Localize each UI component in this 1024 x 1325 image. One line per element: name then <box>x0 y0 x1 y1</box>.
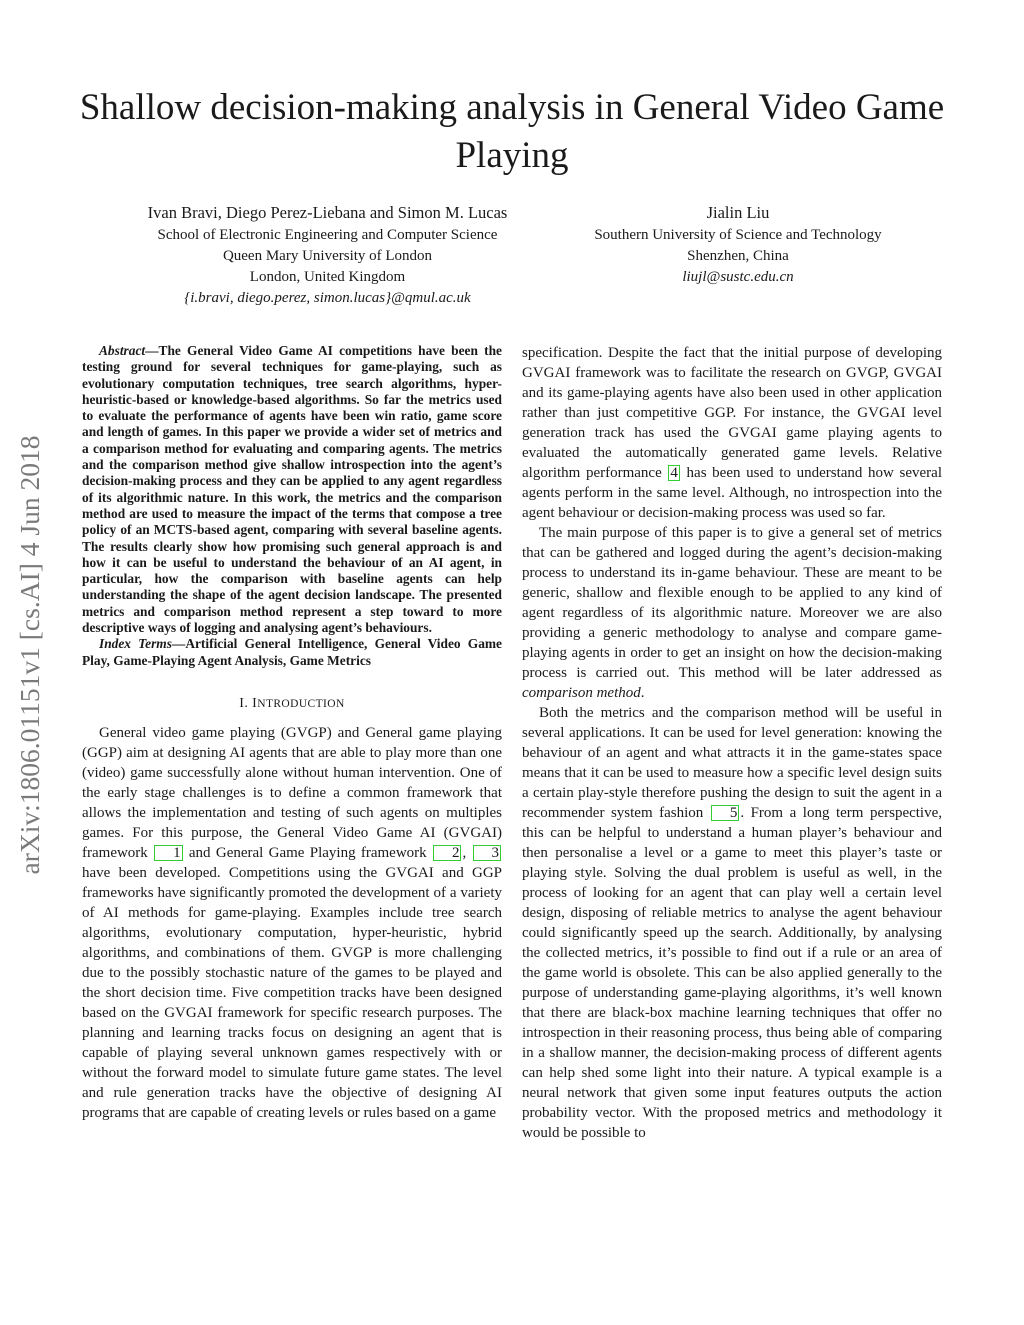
citation-link[interactable]: 2 <box>433 845 462 861</box>
citation-link[interactable]: 5 <box>711 805 740 821</box>
text-run: General video game playing (GVGP) and General game playing (GGP) aim at designing AI agents that are able to play more than one (video) game successfully alone without human intervention. One of the early stage challenges is to define a common framework that allows the implementation and testing of such agents on multiples games. For this purpose, the General Video Game AI (GVGAI) framework <box>82 724 502 861</box>
emphasis: comparison method <box>522 685 641 701</box>
section-numeral: I. <box>239 695 253 711</box>
text-run: has been used to understand how several agents perform in the same level. Although, no introspection into the agent behaviour or decision-making process was used so far. <box>522 465 942 521</box>
affiliation-line: Southern University of Science and Technology <box>594 227 882 243</box>
affiliation-line: Queen Mary University of London <box>222 248 433 264</box>
index-terms-text: —Artificial General Intelligence, General Video Game Play, Game-Playing Agent Analysis, Game Metrics <box>82 636 503 668</box>
text-run: . From a long term perspective, this can be helpful to understand a human player’s behaviour and then personalise a level or a game to meet this player’s taste or playing style. Solving the dual problem is useful as well, in the process of looking for an agent that can play well a certain level design, disposing of reliable metrics to analyse the agent behaviour could significantly speed up the search. Additionally, by analysing the collected metrics, it’s possible to find out if a rule or an area of the game world is obsolete. This can be also applied generally to the purpose of understanding game-playing algorithms, it’s well known that there are black-box machine learning techniques that offer no introspection in their reasoning process, thus being able of comparing in a shallow manner, the decision-making process of different agents can help shed some light into their nature. A typical example is a neural network that given some input features outputs the action probability vector. With the proposed metrics and methodology it would be possible to <box>522 805 943 1141</box>
affiliation-line: London, United Kingdom <box>249 269 406 285</box>
author-email-right[interactable]: liujl@sustc.edu.cn <box>682 269 794 285</box>
affiliation-line: School of Electronic Engineering and Computer Science <box>157 227 498 243</box>
citation-link[interactable]: 4 <box>670 465 678 481</box>
index-terms <box>82 636 502 669</box>
abstract <box>82 343 502 636</box>
intro-paragraph <box>82 723 502 1123</box>
author-names-left: Ivan Bravi, Diego Perez-Liebana and Simon M. Lucas <box>147 203 508 222</box>
index-terms-label: Index Terms <box>99 636 172 652</box>
section-initial: I <box>252 695 258 711</box>
author-names-right: Jialin Liu <box>706 203 770 222</box>
author-email-left[interactable]: {i.bravi, diego.perez, simon.lucas}@qmul.ac.uk <box>184 290 471 306</box>
text-run: Both the metrics and the comparison method will be useful in several applications. It can be used for level generation: knowing the behaviour of an agent and what attracts it in the game-states space means that it can be used to measure how a specific level design suits a certain play-style therefore pushing the design to suit the agent in a recommender system fashion <box>522 705 942 821</box>
citation-link[interactable]: 3 <box>473 845 502 861</box>
text-run: , <box>462 844 472 861</box>
paragraph <box>522 343 942 523</box>
text-run: . <box>640 685 645 701</box>
text-run: and General Game Playing framework <box>183 844 432 861</box>
section-heading-introduction <box>82 694 502 714</box>
abstract-text: —The General Video Game AI competitions have been the testing ground for several techniques for game-playing, such as evolutionary computation techniques, tree search algorithms, hyper-heuristic-based or knowledge-based algorithms. So far the metrics used to evaluate the performance of agents have been win ratio, game score and length of games. In this paper we provide a wider set of metrics and a comparison method for evaluating and comparing agents. The metrics and the comparison method give shallow introspection into the agent’s decision-making process and they can be applied to any agent regardless of its algorithmic nature. In this work, the metrics and the comparison method are used to measure the impact of the terms that compose a tree policy of an MCTS-based agent, comparing with several baseline agents. The results clearly show how promising such general approach is and how it can be useful to understand the behaviour of an AI agent, in particular, how the comparison with baseline agents can help understanding the shape of the agent decision landscape. The presented metrics and comparison method represent a step toward to more descriptive ways of logging and analysing agent’s behaviours. <box>82 343 502 636</box>
right-column <box>522 343 942 1143</box>
text-run: have been developed. Competitions using the GVGAI and GGP frameworks have significantly promoted the development of a variety of AI methods for game-playing. Examples include tree search algorithms, evolutionary computation, hyper-heuristic, hybrid algorithms, and combinations of them. GVGP is more challenging due to the possibly stochastic nature of the games to be played and the short decision time. Five competition tracks have been designed based on the GVGAI framework for specific research purposes. The planning and learning tracks focus on designing an agent that is capable of playing several unknown games respectively with or without the forward model to simulate future game states. The level and rule generation tracks have the objective of designing AI programs that are capable of creating levels or rules based on a game <box>82 864 502 1121</box>
text-run: The main purpose of this paper is to give a general set of metrics that can be gathered and logged during the agent’s decision-making process to understand its in-game behaviour. These are meant to be generic, shallow and flexible enough to be applied to any kind of agent regardless of its algorithmic nature. Moreover we are also providing a generic methodology to analyse and compare game-playing agents in order to get an insight on how the decision-making process is carried out. This method will be later addressed as <box>522 525 942 681</box>
affiliation-left <box>95 200 560 309</box>
abstract-label: Abstract <box>99 343 146 358</box>
text-run: specification. Despite the fact that the initial purpose of developing GVGAI framework was to facilitate the research on GVGP, GVGAI and its game-playing agents have also been used in other application rather than just competitive GGP. For instance, the GVGAI level generation track has used the GVGAI game playing agents to evaluated the automatically generated game levels. Relative algorithm performance <box>522 345 942 481</box>
citation-link[interactable]: 1 <box>154 845 183 861</box>
paragraph <box>522 703 942 1143</box>
left-column <box>82 343 502 1123</box>
arxiv-id: arXiv:1806.01151v1 [cs.AI] 4 Jun 2018 <box>14 435 45 875</box>
affiliation-right <box>560 200 916 288</box>
affiliation-line: Shenzhen, China <box>687 248 789 264</box>
arxiv-stamp <box>10 383 50 927</box>
paragraph <box>522 523 942 703</box>
paper-title: Shallow decision-making analysis in General Video Game Playing <box>79 87 945 176</box>
section-title-rest: NTRODUCTION <box>257 697 345 710</box>
